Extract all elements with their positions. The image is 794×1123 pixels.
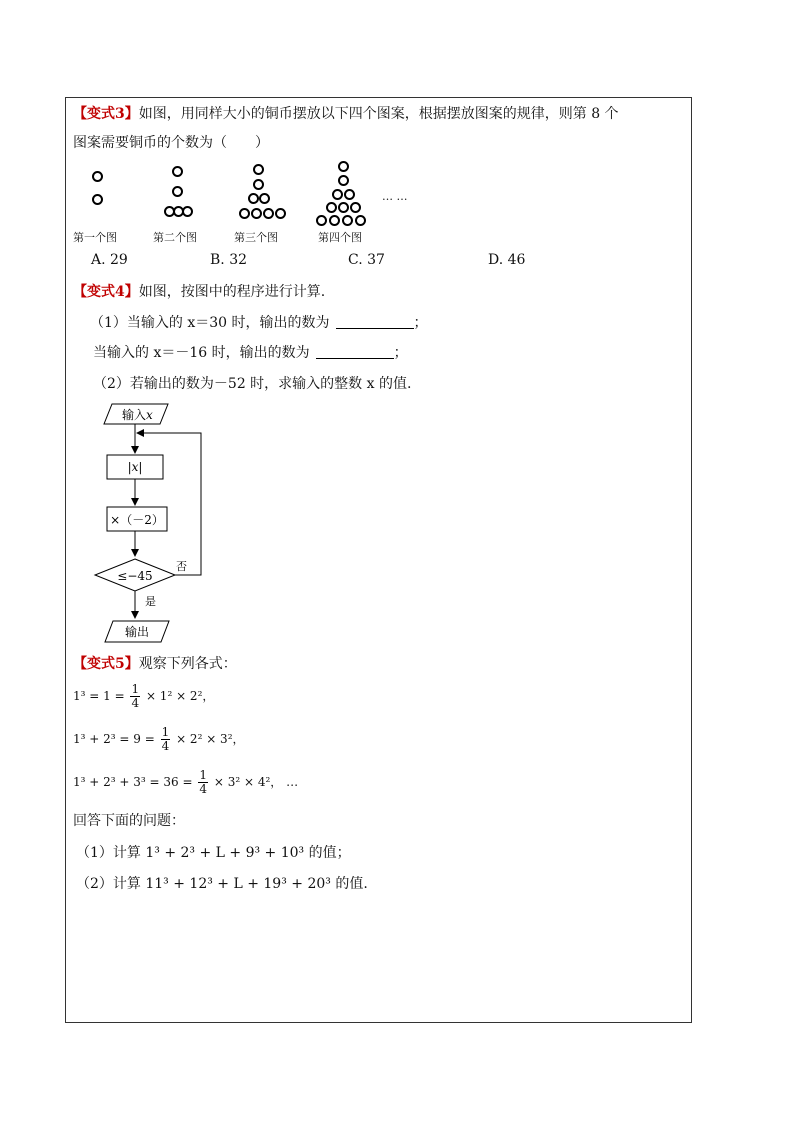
coin [338,202,349,213]
variant4-q2: （2）若输出的数为－52 时，求输入的整数 x 的值. [93,376,412,392]
coin [332,189,343,200]
coin [251,208,262,219]
coin [172,186,183,197]
fraction-one-fourth: $\frac{1}{4}$ [161,725,170,753]
coin [263,208,274,219]
answer-blank-2[interactable] [316,344,394,359]
semicolon: ； [413,315,428,331]
coin [342,215,353,226]
condition-label: ≤−45 [117,569,153,583]
equation-1-left: 1³ = 1 = [73,689,125,703]
option-d: D. 46 [488,252,526,268]
variant5-q2: （2）计算 11³ + 12³ + L + 19³ + 20³ 的值. [76,876,368,892]
coin [338,161,349,172]
equation-3-right: × 3² × 4²， … [213,775,299,789]
coin [316,215,327,226]
answer-intro: 回答下面的问题： [73,813,185,829]
coin [355,215,366,226]
variant4-intro: 如图，按图中的程序进行计算. [138,284,326,300]
option-c: C. 37 [348,252,385,268]
coin [253,164,264,175]
output-label: 输出 [124,625,150,639]
coin [182,206,193,217]
variant4-q1a: （1）当输入的 x＝30 时，输出的数为 [90,315,330,331]
variant5-line [73,655,237,673]
coin [248,193,259,204]
equation-2 [73,726,245,753]
multiply-label: ×（－2） [110,513,164,527]
figure-label-4: 第四个图 [318,231,362,244]
fraction-one-fourth: $\frac{1}{4}$ [199,768,207,796]
equation-3-left: 1³ + 2³ + 3³ = 36 = [73,775,193,789]
coin [344,189,355,200]
coin [326,202,337,213]
coin [275,208,286,219]
coin [259,193,270,204]
coin [253,179,264,190]
variant3-line1 [73,105,619,123]
equation-1-right: × 1² × 2²， [145,689,215,703]
variant4-q1a-line [90,314,428,332]
figure-label-2: 第二个图 [153,231,197,244]
variant4-line [73,283,325,301]
input-label: 输入x [122,408,153,422]
yes-label: 是 [145,595,156,608]
equation-2-left: 1³ + 2³ = 9 = [73,732,155,746]
option-b: B. 32 [210,252,248,268]
coin [239,208,250,219]
figure-label-3: 第三个图 [234,231,278,244]
variant5-intro: 观察下列各式： [138,656,237,672]
coin [350,202,361,213]
variant4-tag: 【变式4】 [73,284,139,300]
coin [92,194,103,205]
coin [172,166,183,177]
variant5-q1: （1）计算 1³ + 2³ + L + 9³ + 10³ 的值； [76,845,351,861]
option-a: A. 29 [91,252,128,268]
coin [92,171,103,182]
no-label: 否 [176,560,187,573]
answer-blank-1[interactable] [336,314,414,329]
coin [329,215,340,226]
coin [338,175,349,186]
semicolon: ； [393,345,408,361]
figure-label-1: 第一个图 [73,231,117,244]
variant4-q1b-line [93,344,408,362]
variant3-question-line2: 图案需要铜币的个数为（ ） [73,135,269,151]
fraction-one-fourth: $\frac{1}{4}$ [131,682,140,710]
equation-2-right: × 2² × 3²， [176,732,245,746]
program-flowchart [90,398,220,648]
pattern-ellipsis: … … [382,190,408,203]
variant3-question-line1: 如图，用同样大小的铜币摆放以下四个图案，根据摆放图案的规律，则第 8 个 [138,106,619,122]
variant3-tag: 【变式3】 [73,106,139,122]
equation-1 [73,683,214,710]
equation-3 [73,769,298,796]
abs-label: |x| [127,460,143,474]
variant4-q1b: 当输入的 x＝－16 时，输出的数为 [93,345,310,361]
variant5-tag: 【变式5】 [73,656,139,672]
